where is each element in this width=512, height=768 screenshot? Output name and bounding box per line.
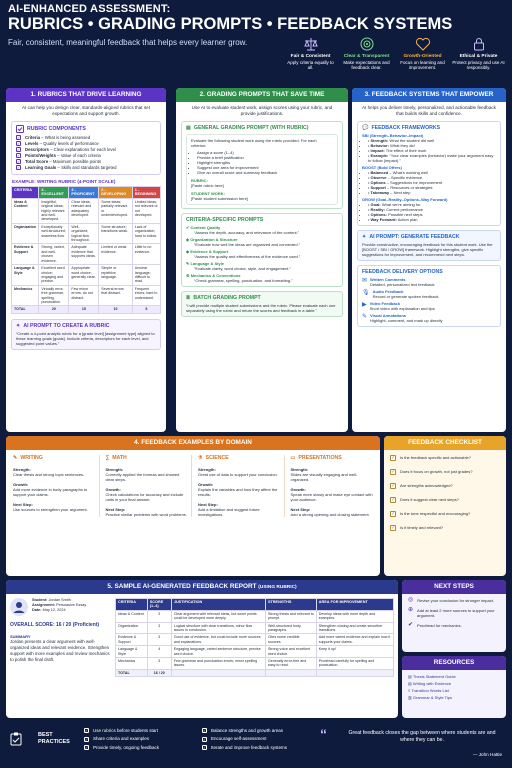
- criteria-title: CRITERIA-SPECIFIC PROMPTS: [186, 217, 264, 223]
- plus-icon: ⊕: [408, 607, 414, 613]
- list-item: • Suggest one area for improvement: [197, 165, 333, 170]
- checkbox-icon: ✓: [391, 483, 396, 489]
- list-item: ◆ Evidence & Support “Assess the quality and effectiveness of the evidence used.”: [186, 249, 301, 259]
- structure-icon: ◈: [186, 237, 191, 242]
- section-title: 1. RUBRICS THAT DRIVE LEARNING: [6, 88, 166, 102]
- grow-list: [368, 202, 496, 222]
- overall-score: OVERALL SCORE: 16 / 20 (Proficient): [10, 622, 100, 628]
- table-row: Ideas & Content 3 Clear argument with relevant ideas, but some points could be developed more deeply. Strong thesis and relevant to prompt. Develop ideas with more depth and examples.: [116, 610, 394, 622]
- frameworks-title: FEEDBACK FRAMEWORKS: [371, 125, 441, 131]
- resource-link[interactable]: ▤ Writing with Evidence: [408, 681, 452, 686]
- prompt-title: GENERAL GRADING PROMPT (WITH RUBRIC): [193, 125, 309, 131]
- checklist-item: ✓ Does it focus on growth, not just grades?: [391, 469, 473, 475]
- sparkle-icon: ✦: [362, 234, 367, 240]
- list-item: ✓ Descriptors – Clear explanations for each level: [17, 147, 117, 153]
- section-intro: Use AI to evaluate student work, assign scores using your rubric, and provide justifications.: [191, 105, 333, 116]
- checklist-item: ✓ Is it timely and relevant?: [391, 525, 444, 531]
- page-title: RUBRICS • GRADING PROMPTS • FEEDBACK SYSTEMS: [8, 15, 453, 33]
- table-header: 4 - EXCELLENT: [39, 187, 69, 199]
- checklist-item: ✓ Is the tone respectful and encouraging?: [391, 511, 471, 517]
- checklist-title: FEEDBACK CHECKLIST: [384, 436, 506, 450]
- microphone-icon: 🎙: [362, 290, 370, 296]
- table-row: Evidence & Support 3 Good use of evidence, but could include more sources and explanations. Cites some credible sources. Add more varied evidence and explain how it supports your claims.: [116, 634, 394, 646]
- target-icon: [359, 36, 375, 52]
- next-steps: [402, 580, 506, 652]
- checkbox-icon: ✓: [391, 469, 396, 475]
- summary-text: Jordan presents a clear argument with well-organized ideas and relevant evidence. Strengthen support with more examples and review mechanics to polish the final draft.: [10, 639, 110, 662]
- prompt-title: AI PROMPT TO CREATE A RUBRIC: [23, 322, 110, 329]
- boost-list: [368, 170, 496, 195]
- header-kicker: AI-ENHANCED ASSESSMENT:: [8, 3, 171, 15]
- rubric-table-wrap: [11, 186, 161, 314]
- table-row: Ideas & Content Insightful, original ideas; highly relevant and well-developed. Clear ideas; relevant and adequately developed. Some ideas; partially relevant or underdeveloped. Limited ideas; not relevant or not developed.: [12, 198, 161, 223]
- list-item: ◈ Organization & Structure “Evaluate how well the ideas are organized and connected.”: [186, 237, 301, 247]
- book-icon: ▥: [408, 695, 413, 700]
- prompt-title: AI PROMPT: GENERATE FEEDBACK: [369, 234, 460, 240]
- section-intro: AI helps you deliver timely, personalized, and actionable feedback that builds skills and confidence.: [362, 105, 496, 116]
- list-item: • • Observe – Specific evidence: [368, 175, 496, 180]
- next-steps-title: NEXT STEPS: [402, 580, 506, 594]
- student-placeholder: [Paste student submission here]: [191, 196, 248, 201]
- target-icon: ◎: [408, 597, 414, 603]
- list-item: ✓ Encourage self-assessment: [203, 736, 267, 742]
- principle-title: Ethical & Private: [459, 54, 498, 59]
- list-item: • • Options – Suggestions for improvement: [368, 180, 496, 185]
- example-title: EXAMPLE: WRITING RUBRIC (4-POINT SCALE): [12, 179, 116, 184]
- footer: [0, 722, 512, 768]
- quote-icon: “: [320, 726, 327, 742]
- checklist-item: ✓ Are strengths acknowledged?: [391, 483, 453, 489]
- list-item: • Assign a score (1–4): [197, 150, 333, 155]
- list-item: • • Support – Resources or strategies: [368, 185, 496, 190]
- list-item: • • Impact: The effect of their work: [368, 148, 496, 153]
- presentation-icon: ▭: [290, 455, 296, 461]
- list-item: • • Goal: What we’re aiming for: [368, 202, 496, 207]
- checklist-item: ✓ Does it suggest clear next steps?: [391, 497, 459, 503]
- criteria-prompts: [181, 213, 343, 287]
- stack-icon: ≣: [186, 295, 191, 301]
- principle-text: Make expectations and feedback clear.: [343, 59, 390, 70]
- delivery-options: [357, 265, 501, 327]
- options-title: FEEDBACK DELIVERY OPTIONS: [362, 269, 443, 275]
- rubric-label: RUBRIC:: [191, 178, 208, 183]
- sbi-title: SBI (Strength–Behavior–Impact): [362, 133, 424, 138]
- list-item: ✎ Visual Annotations Highlight, comment, and mark up directly: [362, 313, 443, 323]
- table-header: 1 - BEGINNING: [132, 187, 160, 199]
- prompt-text: Evaluate the following student work using the rubric provided. For each criterion:: [191, 138, 317, 148]
- domain-science: ⚗ SCIENCE Strength: Great use of data to support your conclusion. Growth: Explain the variables and how they affect the results. Next Step: Add a limitation and suggest future investigations.: [195, 455, 285, 517]
- components-list: [16, 135, 156, 171]
- principle-text: Focus on learning and improvement.: [400, 59, 445, 70]
- rubric-components: [11, 121, 161, 175]
- resource-link[interactable]: ▤ Thesis Statement Guide: [408, 674, 456, 679]
- domain-writing: ✎ WRITING Strength: Clear thesis and strong topic sentences. Growth: Add more evidence in body paragraphs to support your claims. Next Step: Use sources to strengthen your argument.: [10, 455, 100, 517]
- student-label: STUDENT WORK:: [191, 191, 225, 196]
- rubric-table: [11, 186, 161, 314]
- scales-icon: [303, 36, 319, 52]
- heart-icon: [415, 36, 431, 52]
- section-title: 4. FEEDBACK EXAMPLES BY DOMAIN: [6, 436, 380, 450]
- feedback-frameworks: [357, 121, 501, 226]
- list-item: ✓ Provide timely, ongoing feedback: [85, 744, 159, 750]
- list-item: ✓ Points/Weights – Value of each criteria: [17, 153, 101, 159]
- resources-title: RESOURCES: [402, 656, 506, 670]
- pencil-icon: ✎: [13, 455, 18, 461]
- section-rubrics: [6, 88, 166, 432]
- generate-feedback-prompt: [357, 230, 501, 261]
- list-item: • • Strength: What the student did well: [368, 138, 496, 143]
- checkbox-icon: ✓: [391, 497, 396, 503]
- checkbox-icon: ✓: [391, 525, 396, 531]
- chat-icon: 💬: [362, 125, 369, 131]
- best-practices-title: BEST PRACTICES: [38, 732, 70, 745]
- sbi-list: [368, 138, 496, 163]
- domain-math: ∑ MATH Strength: Correctly applied the formula and showed clear steps. Growth: Check calculations for accuracy and include units in your final answer. Next Step: Practice similar problems with word problems.: [103, 455, 193, 517]
- list-item: ✔ Proofread for mechanics.: [408, 622, 462, 628]
- video-icon: ▶: [362, 302, 367, 308]
- header: [0, 0, 512, 84]
- list-item: ◎ Revise your conclusion for stronger impact.: [408, 597, 494, 603]
- gear-icon: ⚙: [186, 273, 191, 278]
- list-item: • • Balanced – What’s working well: [368, 170, 496, 175]
- general-prompt-box: [181, 121, 343, 209]
- checklist-item: ✓ Is the feedback specific and actionable?: [391, 455, 471, 461]
- resource-link[interactable]: ▥ Grammar & Style Tips: [408, 695, 453, 700]
- list-item: ✉ Written Comments Detailed, personalized text feedback: [362, 277, 435, 287]
- grow-title: GROW (Goal–Reality–Options–Way Forward): [362, 197, 448, 202]
- lock-icon: [471, 36, 487, 52]
- list-item: ⊕ Add at least 2 more sources to support your argument.: [408, 607, 495, 618]
- document-icon: ▤: [186, 125, 191, 131]
- sparkle-icon: ✦: [16, 322, 21, 329]
- check-icon: ✔: [186, 225, 191, 230]
- principle-fair: [284, 36, 337, 71]
- list-item: ⚙ Mechanics & Conventions “Check grammar, spelling, punctuation, and formatting.”: [186, 273, 293, 283]
- chat-icon: ✎: [186, 261, 191, 266]
- list-item: • Provide a brief justification: [197, 155, 333, 160]
- resource-link[interactable]: ≡ Transition Words List: [408, 688, 449, 693]
- quote-author: — John Hattie: [472, 752, 502, 757]
- table-row: Language & Style 4 Engaging language, varied sentence structure, precise word choice. Strong voice and excellent word choice. Keep it up!: [116, 646, 394, 658]
- list-item: 🎙 Audio Feedback Record or generate spoken feedback: [362, 289, 439, 299]
- section-feedback-systems: [352, 88, 506, 432]
- principle-title: Growth-Oriented: [403, 54, 442, 59]
- list-icon: ≡: [408, 688, 412, 693]
- resources: [402, 656, 506, 718]
- section-examples: [6, 436, 380, 576]
- avatar: [10, 598, 28, 616]
- principle-growth: [396, 36, 449, 71]
- batch-text: “I will provide multiple student submissions and the rubric. Please evaluate each one separately using the rubric and return the scores and feedback in a table.”: [186, 303, 336, 313]
- math-icon: ∑: [105, 455, 110, 461]
- list-item: ✓ Criteria – What is being assessed: [17, 135, 91, 141]
- list-item: ✓ Learning Goals – Skills and standards targeted: [17, 165, 117, 171]
- best-practices-list: [84, 728, 314, 750]
- list-item: • Highlight strengths: [197, 160, 333, 165]
- clipboard-icon: [10, 732, 22, 746]
- principle-text: Protect privacy and use AI responsibly.: [452, 59, 505, 70]
- table-row: Mechanics Virtually error-free grammar, spelling, punctuation. Few minor errors; do not distract. Several errors that distract. Frequent errors; hard to understand.: [12, 285, 161, 306]
- list-item: • • Way Forward: Action plan: [368, 217, 496, 222]
- list-item: • • Reality: Current performance: [368, 207, 496, 212]
- section-title: 2. GRADING PROMPTS THAT SAVE TIME: [176, 88, 348, 102]
- table-row: Organization Exceptionally well-structured; seamless flow. Well-organized; logical flow throughout. Some structure; transitions weak. Lack of organization; hard to follow.: [12, 223, 161, 244]
- list-item: • Give an overall score and summary feedback: [197, 170, 333, 175]
- domain-presentations: ▭ PRESENTATIONS Strength: Slides are visually engaging and well-organized. Growth: Speak more slowly and make eye contact with your audience. Next Step: Add a strong opening and closing statement.: [290, 455, 373, 517]
- principle-title: Fair & Consistent: [290, 54, 331, 59]
- boost-title: BOOST (Bold Offers): [362, 165, 402, 170]
- section-intro: AI can help you design clear, standards-aligned rubrics that set expectations and support growth.: [22, 105, 150, 116]
- principle-title: Clear & Transparent: [343, 54, 390, 59]
- table-row: Organization 3 Logical structure with clear transitions, minor flow issues in conclusion. Well-structured body paragraphs. Strengthen closing and create smoother transitions.: [116, 622, 394, 634]
- section-sample-report: [6, 580, 398, 718]
- table-row: Mechanics 3 Few grammar and punctuation errors; minor spelling issues. Generally error-free and easy to read. Proofread carefully for spelling and punctuation.: [116, 658, 394, 670]
- report-table: CRITERIA SCORE (1–4) JUSTIFICATION STRENGTHS AREA FOR IMPROVEMENT Ideas & Content 3 Clear argument with relevant ideas, but some points could be developed more deeply. Strong thesis and relevant to prompt. Develop ideas with more depth and examples. Organization 3 Logical structure with clear transitions, minor flow issues in conclusion. Well-structured body paragraphs. Strengthen closing and create smoother transitions. Evidence & Support 3 Good use of evidence, but could include more sources and explanations. Cites some credible sources. Add more varied evidence and explain how it supports your claims. Language & Style 4 Engaging language, varied sentence structure, precise word choice. Strong voice and excellent word choice. Keep it up! Mechanics 3 Few grammar and punctuation errors; minor spelling issues. Generally error-free and easy to read. Proofread carefully for spelling and punctuation. TOTAL 16 / 20: [115, 598, 394, 677]
- table-row: Language & Style Excellent word choice; engaging and precise. Appropriate word choice; generally clear. Simple or repetitive language. Unclear language; difficult to read.: [12, 265, 161, 286]
- principle-ethical: [452, 36, 505, 71]
- annotation-icon: ✎: [362, 314, 368, 320]
- list-item: ✎ Language & Style “Evaluate clarity, word choice, style, and engagement.”: [186, 261, 291, 271]
- batch-title: BATCH GRADING PROMPT: [193, 295, 261, 301]
- list-item: ▶ Video Feedback Short video with explanation and tips: [362, 301, 435, 311]
- list-item: ✓ Balance strengths and growth areas: [203, 728, 284, 734]
- list-item: • • Behavior: What they did: [368, 143, 496, 148]
- prompt-text: Provide constructive, encouraging feedback for this student work. Use the [BOOST / SBI / GROW] framework. Highlight strengths, give specific suggestions for improvement, and recommend next steps.: [362, 242, 493, 257]
- feedback-checklist: [384, 436, 506, 576]
- section-title: 5. SAMPLE AI-GENERATED FEEDBACK REPORT (USING RUBRIC): [6, 580, 398, 594]
- table-header: 3 - PROFICIENT: [69, 187, 99, 199]
- section-grading: [176, 88, 348, 432]
- page-subtitle: Fair, consistent, meaningful feedback that helps every learner grow.: [8, 38, 248, 47]
- table-total-row: TOTAL 20 15 10 5: [12, 306, 161, 313]
- summary-title: SUMMARY: [10, 634, 31, 639]
- rubric-prompt-box: [11, 319, 161, 350]
- checklist-icon: [16, 125, 24, 133]
- table-header: 2 - DEVELOPING: [99, 187, 133, 199]
- table-total-row: TOTAL 16 / 20: [116, 669, 394, 676]
- prompt-text: “Create a 4-point analytic rubric for a [grade level] [assignment type] aligned to these learning goals [goals]. Include criteria, descriptors for each level, and suggested point values.”: [16, 330, 155, 346]
- list-item: ✓ Share criteria and examples: [85, 736, 150, 742]
- list-item: ✓ Iterate and improve feedback systems: [203, 744, 288, 750]
- list-item: • • Example: “Your clear examples (behavior) make your argument easy to follow (impact).”: [368, 153, 496, 163]
- check-icon: ✔: [408, 622, 414, 628]
- list-item: • • Takeaway – Next step: [368, 190, 496, 195]
- checkbox-icon: ✓: [391, 455, 396, 461]
- document-icon: ▤: [408, 681, 413, 686]
- components-title: RUBRIC COMPONENTS: [27, 126, 86, 132]
- principle-text: Apply criteria equally to all.: [287, 59, 334, 70]
- shield-icon: ◆: [186, 249, 191, 254]
- document-icon: ▤: [408, 674, 413, 679]
- batch-prompt-box: [181, 291, 343, 317]
- list-item: ✓ Use rubrics before students start: [85, 728, 159, 734]
- checkbox-icon: ✓: [391, 511, 396, 517]
- list-item: ✓ Total Score – Maximum possible points: [17, 159, 102, 165]
- table-header: CRITERIA: [12, 187, 39, 199]
- rubric-placeholder: [Paste rubric here]: [191, 183, 224, 188]
- list-item: • • Options: Possible next steps: [368, 212, 496, 217]
- quote-text: Great feedback closes the gap between where students are and where they can be.: [348, 730, 496, 743]
- section-title: 3. FEEDBACK SYSTEMS THAT EMPOWER: [352, 88, 506, 102]
- report-summary: Student: Jordan Smith Assignment: Persuasive Essay Date: May 12, 2024 OVERALL SCORE: 16 / 20 (Proficient) SUMMARY Jordan presents a clear argument with well-organized ideas and relevant evidence. Strengthen support with more examples and review mechanics to polish the final draft.: [10, 598, 110, 662]
- table-row: Evidence & Support Strong, varied, and well-chosen evidence. Adequate evidence that supports ideas. Limited or weak evidence. Little to no evidence.: [12, 244, 161, 265]
- principle-clear: [340, 36, 393, 71]
- flask-icon: ⚗: [198, 455, 203, 461]
- list-item: ✔ Content Quality “Assess the depth, accuracy, and relevance of the content.”: [186, 225, 300, 235]
- list-item: ✓ Levels – Quality levels of performance: [17, 141, 99, 147]
- comment-icon: ✉: [362, 278, 368, 284]
